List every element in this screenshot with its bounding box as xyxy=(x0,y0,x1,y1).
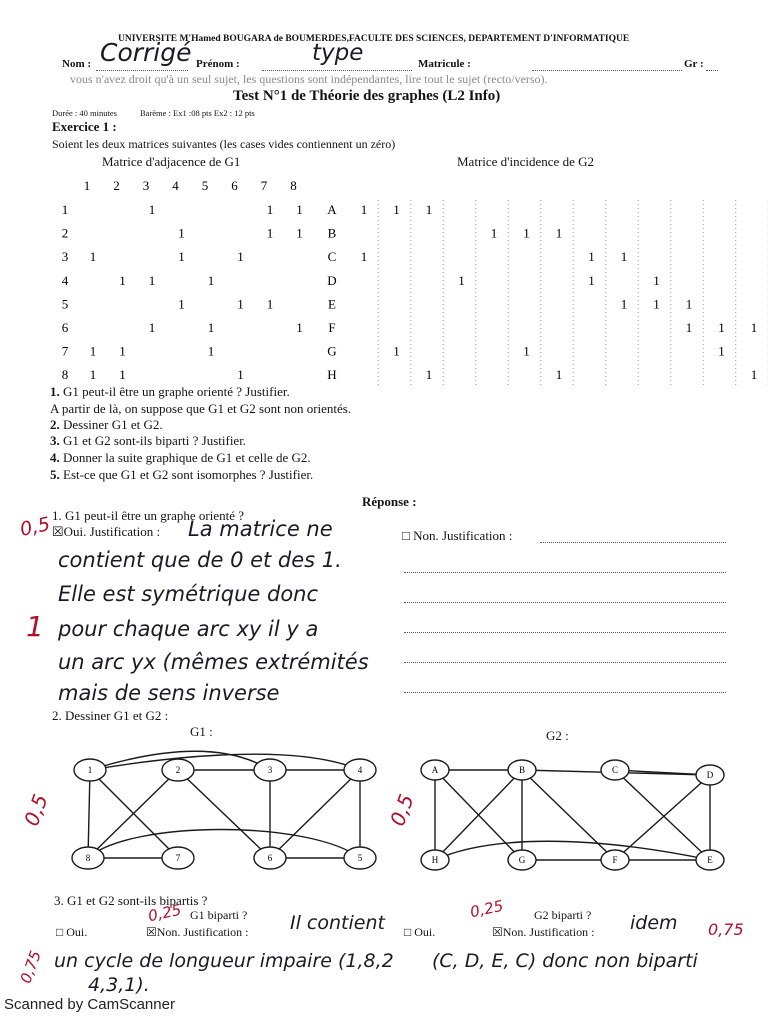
g1-edge-2-6 xyxy=(178,770,270,858)
question-note: A partir de là, on suppose que G1 et G2 sont non orientés. xyxy=(50,401,352,416)
adj-cell: 1 xyxy=(296,225,303,241)
g2-node: C xyxy=(611,765,619,775)
answer3-line2b: (C, D, E, C) donc non biparti xyxy=(432,950,698,972)
adj-row-header: 4 xyxy=(61,272,69,288)
adj-row-header: 3 xyxy=(61,249,69,265)
inc-cell: 1 xyxy=(523,343,530,359)
inc-cell: 1 xyxy=(393,343,400,359)
inc-row-header: A xyxy=(327,202,337,217)
adj-col-header: 5 xyxy=(201,178,209,193)
inc-cell: 1 xyxy=(750,367,758,383)
g1-edge-1-7 xyxy=(90,754,360,770)
g1-node: 1 xyxy=(87,765,93,775)
adj-col-header: 3 xyxy=(142,178,150,193)
adj-row-header: 6 xyxy=(61,320,69,335)
grade-mark: 0,25 xyxy=(468,896,505,922)
grade-mark: 1 xyxy=(26,610,44,643)
grade-mark: 0,75 xyxy=(16,948,45,986)
adj-col-header: 6 xyxy=(231,178,238,193)
inc-cell: 1 xyxy=(685,320,693,335)
scanner-footer: Scanned by CamScanner xyxy=(4,996,175,1013)
g2-edge-h-e xyxy=(435,841,710,860)
adj-cell: 1 xyxy=(119,343,126,359)
adj-cell: 1 xyxy=(148,320,156,335)
nom-value: Corrigé xyxy=(100,38,192,67)
inc-cell: 1 xyxy=(588,272,595,288)
reponse-q3: 3. G1 et G2 sont-ils bipartis ? xyxy=(54,893,208,908)
adj-matrix-title: Matrice d'adjacence de G1 xyxy=(102,154,241,169)
g2-node: D xyxy=(706,770,714,780)
oui-justification: ☒Oui. Justification : xyxy=(52,524,161,539)
inc-cell: 1 xyxy=(653,296,660,312)
answer1-line6: mais de sens inverse xyxy=(58,681,280,705)
adj-cell: 1 xyxy=(207,320,215,335)
inc-cell: 1 xyxy=(490,225,498,241)
adj-row-header: 8 xyxy=(61,367,69,383)
g1-node: 3 xyxy=(267,765,273,775)
prenom-label: Prénom : xyxy=(196,58,240,70)
answer3-line2: un cycle de longueur impaire (1,8,2 xyxy=(54,950,394,972)
inc-cell: 1 xyxy=(555,367,563,383)
g2-oui: □ Oui. xyxy=(404,925,436,939)
answer3-g2: idem xyxy=(630,912,678,934)
checkbox-icon[interactable]: □ xyxy=(402,528,410,543)
g1-edge-1-8 xyxy=(88,770,90,858)
university-header: UNIVERSITE M'Hamed BOUGARA de BOUMERDES,FACULTE DES SCIENCES, DEPARTEMENT D'INFORMATIQUE xyxy=(118,34,630,44)
non-justification: □ Non. Justification : xyxy=(402,528,513,543)
g1-node: 6 xyxy=(267,853,273,863)
adj-cell: 1 xyxy=(119,272,126,288)
g2-node: E xyxy=(707,855,713,865)
inc-cell: 1 xyxy=(425,202,433,217)
g1-label: G1 : xyxy=(190,724,213,739)
question-1: 1. G1 peut-il être un graphe orienté ? Justifier. xyxy=(50,384,290,399)
g1-node: 5 xyxy=(357,853,363,863)
grade-mark: 0,5 xyxy=(19,790,53,830)
checked-box-icon[interactable]: ☒ xyxy=(492,925,503,939)
adj-cell: 1 xyxy=(296,202,303,217)
adj-row-header: 7 xyxy=(61,343,69,359)
adj-col-header: 1 xyxy=(83,178,91,193)
inc-row-header: E xyxy=(328,296,336,312)
g2-edge-b-f xyxy=(522,770,615,860)
inc-row-header: G xyxy=(327,343,337,359)
grade-mark: 0,5 xyxy=(385,790,419,830)
g2-non-justification: ☒Non. Justification : xyxy=(492,925,595,939)
g2-node: A xyxy=(431,765,439,775)
adj-cell: 1 xyxy=(148,272,156,288)
graph-g1 xyxy=(60,740,390,880)
adj-cell: 1 xyxy=(207,343,215,359)
adj-row-header: 1 xyxy=(61,202,69,217)
adj-cell: 1 xyxy=(178,225,185,241)
inc-row-header: D xyxy=(327,272,337,288)
g1-node: 8 xyxy=(85,853,91,863)
adj-cell: 1 xyxy=(207,272,215,288)
g2-biparti-label: G2 biparti ? xyxy=(534,908,592,922)
reponse-q2: 2. Dessiner G1 et G2 : xyxy=(52,708,169,723)
adj-row-header: 5 xyxy=(61,296,69,312)
reponse-q1: 1. G1 peut-il être un graphe orienté ? xyxy=(52,508,245,523)
adj-cell: 1 xyxy=(178,249,185,265)
adj-cell: 1 xyxy=(89,367,97,383)
bareme: Barème : Ex1 :08 pts Ex2 : 12 pts xyxy=(140,108,255,118)
inc-cell: 1 xyxy=(718,343,725,359)
adj-cell: 1 xyxy=(178,296,185,312)
adj-cell: 1 xyxy=(119,367,126,383)
exercise-intro: Soient les deux matrices suivantes (les cases vides contiennent un zéro) xyxy=(52,137,396,151)
question-5: 5. Est-ce que G1 et G2 sont isomorphes ? Justifier. xyxy=(50,467,314,482)
inc-cell: 1 xyxy=(360,249,368,265)
matrices xyxy=(0,0,768,400)
g1-edge-4-6 xyxy=(270,770,360,858)
inc-cell: 1 xyxy=(620,249,628,265)
adj-cell: 1 xyxy=(296,320,303,335)
inc-row-header: H xyxy=(327,367,337,383)
checkbox-icon[interactable]: □ xyxy=(404,925,412,939)
duration: Durée : 40 minutes xyxy=(52,108,117,118)
inc-cell: 1 xyxy=(588,249,595,265)
g2-node: G xyxy=(518,855,526,865)
adj-cell: 1 xyxy=(266,296,274,312)
adj-cell: 1 xyxy=(148,202,156,217)
adj-cell: 1 xyxy=(237,296,244,312)
inc-cell: 1 xyxy=(620,296,628,312)
adj-cell: 1 xyxy=(266,225,274,241)
adj-cell: 1 xyxy=(266,202,274,217)
notice-text: vous n'avez droit qu'à un seul sujet, les questions sont indépendantes, lire tout le sujet (recto/verso). xyxy=(70,72,548,86)
inc-cell: 1 xyxy=(360,202,368,217)
inc-cell: 1 xyxy=(653,272,660,288)
reponse-heading: Réponse : xyxy=(362,494,417,509)
inc-row-header: B xyxy=(327,225,337,241)
answer1-line3: Elle est symétrique donc xyxy=(58,582,319,606)
question-3: 3. G1 et G2 sont-ils biparti ? Justifier. xyxy=(50,433,247,448)
adj-cell: 1 xyxy=(89,249,97,265)
question-2: 2. Dessiner G1 et G2. xyxy=(50,417,163,432)
answer1-line2: contient que de 0 et des 1. xyxy=(58,548,342,572)
gr-label: Gr : xyxy=(684,58,704,70)
answer1-line4: pour chaque arc xy il y a xyxy=(58,617,319,641)
exercise-heading: Exercice 1 : xyxy=(52,119,117,134)
inc-cell: 1 xyxy=(718,320,725,335)
prenom-value: type xyxy=(312,40,364,66)
inc-cell: 1 xyxy=(555,225,563,241)
adj-col-header: 8 xyxy=(290,178,297,193)
g1-node: 2 xyxy=(175,765,181,775)
inc-cell: 1 xyxy=(750,320,758,335)
adj-cell: 1 xyxy=(89,343,97,359)
g1-edge-8-6 xyxy=(88,830,360,859)
inc-cell: 1 xyxy=(685,296,693,312)
g2-node: H xyxy=(431,855,439,865)
checked-box-icon[interactable]: ☒ xyxy=(52,524,64,539)
grade-mark: 0,25 xyxy=(146,900,183,926)
g1-non-justification: ☒Non. Justification : xyxy=(146,925,249,939)
checkbox-icon[interactable]: □ xyxy=(56,925,64,939)
inc-cell: 1 xyxy=(523,225,530,241)
g1-node: 4 xyxy=(357,765,363,775)
answer1-line5: un arc yx (mêmes extrémités xyxy=(58,650,369,674)
g1-oui: □ Oui. xyxy=(56,925,88,939)
page-title: Test N°1 de Théorie des graphes (L2 Info) xyxy=(233,88,501,104)
adj-row-header: 2 xyxy=(61,225,69,241)
g1-biparti-label: G1 biparti ? xyxy=(190,908,248,922)
inc-cell: 1 xyxy=(425,367,433,383)
grade-mark: 0,75 xyxy=(708,920,744,939)
inc-matrix-title: Matrice d'incidence de G2 xyxy=(457,154,594,169)
nom-label: Nom : xyxy=(62,58,92,70)
matricule-label: Matricule : xyxy=(418,58,471,70)
g1-node: 7 xyxy=(175,853,181,863)
adj-cell: 1 xyxy=(237,367,244,383)
checked-box-icon[interactable]: ☒ xyxy=(146,925,157,939)
g2-node: F xyxy=(612,855,618,865)
answer1-line1: La matrice ne xyxy=(188,517,333,541)
g2-node: B xyxy=(518,765,526,775)
question-4: 4. Donner la suite graphique de G1 et celle de G2. xyxy=(50,450,311,465)
grade-mark: 0,5 xyxy=(18,513,53,541)
adj-cell: 1 xyxy=(237,249,244,265)
inc-cell: 1 xyxy=(458,272,465,288)
inc-row-header: F xyxy=(328,320,336,335)
answer3-g1: Il contient xyxy=(290,912,385,934)
adj-col-header: 4 xyxy=(172,178,179,193)
answer3-line3: 4,3,1). xyxy=(88,974,150,996)
inc-row-header: C xyxy=(327,249,337,265)
inc-cell: 1 xyxy=(393,202,400,217)
adj-col-header: 2 xyxy=(113,178,120,193)
graph-g2 xyxy=(410,745,730,880)
adj-col-header: 7 xyxy=(260,178,268,193)
g2-label: G2 : xyxy=(546,728,569,743)
